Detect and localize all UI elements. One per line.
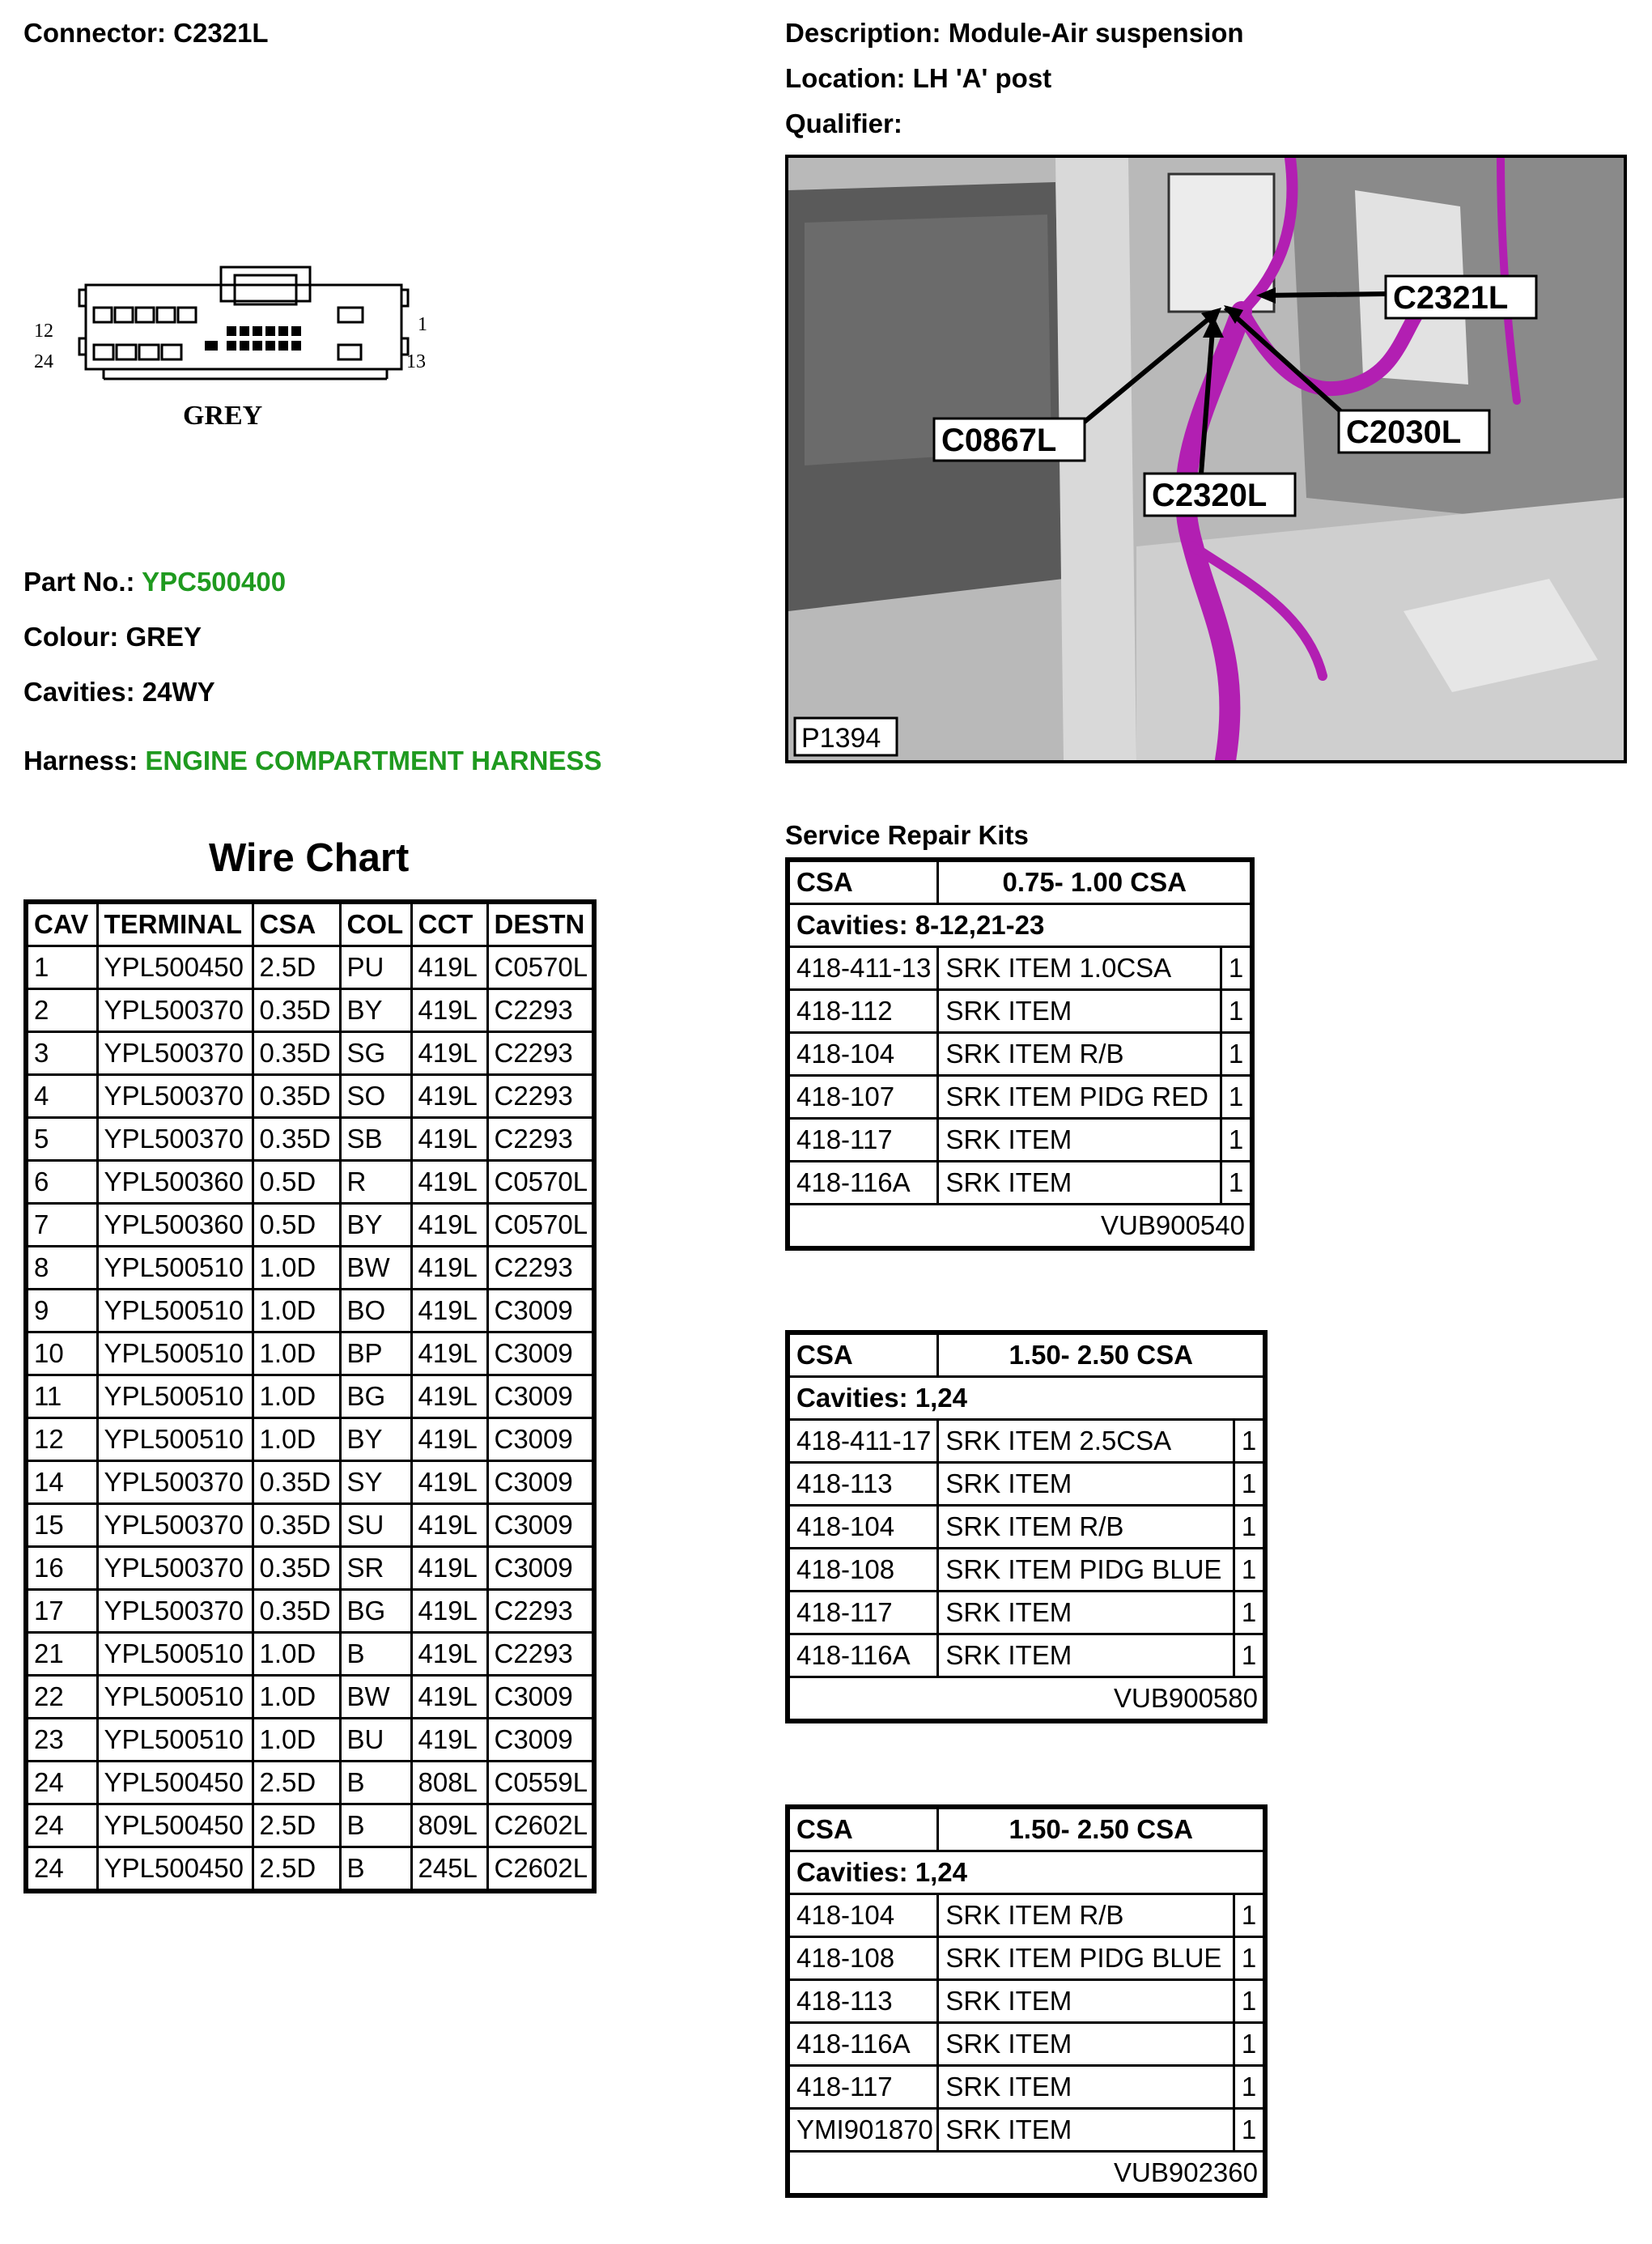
wire-row bbox=[26, 1375, 594, 1418]
wire-row bbox=[26, 1247, 594, 1290]
wire-cell-csa: 0.35D bbox=[253, 1504, 340, 1547]
wire-cell-cav: 8 bbox=[26, 1247, 97, 1290]
service-repair-kits-title: Service Repair Kits bbox=[785, 820, 1029, 850]
callout-c2030l: C2030L bbox=[1346, 414, 1462, 450]
wire-cell-cav: 5 bbox=[26, 1118, 97, 1161]
wire-cell-csa: 0.5D bbox=[253, 1161, 340, 1204]
wire-cell-col: B bbox=[340, 1847, 411, 1892]
kit-item-row bbox=[788, 1076, 1252, 1119]
callout-c2321l: C2321L bbox=[1393, 280, 1509, 316]
wire-cell-terminal: YPL500370 bbox=[97, 989, 253, 1032]
wire-row bbox=[26, 1418, 594, 1461]
kit-item-code: 418-117 bbox=[788, 2066, 938, 2109]
wire-cell-terminal: YPL500510 bbox=[97, 1676, 253, 1719]
wire-cell-col: B bbox=[340, 1804, 411, 1847]
kit-item-desc: SRK ITEM bbox=[938, 1119, 1221, 1162]
kit-item-row bbox=[788, 2023, 1265, 2066]
colour-value: GREY bbox=[125, 622, 202, 652]
wire-cell-cav: 22 bbox=[26, 1676, 97, 1719]
wire-cell-cct: 419L bbox=[411, 1418, 487, 1461]
wire-cell-col: SO bbox=[340, 1075, 411, 1118]
wire-cell-cct: 419L bbox=[411, 1719, 487, 1762]
wire-cell-csa: 0.35D bbox=[253, 1590, 340, 1633]
wire-cell-destn: C3009 bbox=[487, 1504, 594, 1547]
wire-cell-cav: 15 bbox=[26, 1504, 97, 1547]
wire-cell-col: B bbox=[340, 1633, 411, 1676]
wire-row bbox=[26, 1204, 594, 1247]
wire-cell-destn: C3009 bbox=[487, 1547, 594, 1590]
location-photo bbox=[785, 155, 1627, 763]
connector-value: C2321L bbox=[173, 18, 269, 48]
wire-cell-cav: 11 bbox=[26, 1375, 97, 1418]
wire-row bbox=[26, 1332, 594, 1375]
kit-item-desc: SRK ITEM 2.5CSA bbox=[938, 1420, 1234, 1463]
location-value: LH 'A' post bbox=[912, 63, 1052, 93]
kit-item-code: 418-113 bbox=[788, 1980, 938, 2023]
wire-cell-cav: 6 bbox=[26, 1161, 97, 1204]
wire-cell-csa: 1.0D bbox=[253, 1332, 340, 1375]
wire-cell-csa: 0.35D bbox=[253, 989, 340, 1032]
kit-item-desc: SRK ITEM 1.0CSA bbox=[938, 947, 1221, 990]
kit-item-qty: 1 bbox=[1221, 1076, 1252, 1119]
wire-cell-terminal: YPL500370 bbox=[97, 1461, 253, 1504]
wire-cell-csa: 1.0D bbox=[253, 1375, 340, 1418]
kit-item-desc: SRK ITEM R/B bbox=[938, 1033, 1221, 1076]
wire-cell-cct: 419L bbox=[411, 1633, 487, 1676]
kit-item-desc: SRK ITEM bbox=[938, 1592, 1234, 1634]
part-no-line bbox=[23, 567, 286, 597]
wire-cell-terminal: YPL500370 bbox=[97, 1032, 253, 1075]
wire-cell-csa: 0.5D bbox=[253, 1204, 340, 1247]
header-csa: CSA bbox=[253, 902, 340, 946]
kit-item-desc: SRK ITEM PIDG RED bbox=[938, 1076, 1221, 1119]
description-value: Module-Air suspension bbox=[948, 18, 1244, 48]
wire-cell-csa: 0.35D bbox=[253, 1075, 340, 1118]
wire-cell-destn: C2293 bbox=[487, 1633, 594, 1676]
wire-cell-cct: 419L bbox=[411, 1461, 487, 1504]
wire-cell-cav: 10 bbox=[26, 1332, 97, 1375]
wire-row bbox=[26, 1161, 594, 1204]
kit-item-qty: 1 bbox=[1234, 1463, 1265, 1506]
wire-cell-csa: 2.5D bbox=[253, 1804, 340, 1847]
kit-item-code: 418-113 bbox=[788, 1463, 938, 1506]
wire-cell-col: SB bbox=[340, 1118, 411, 1161]
wire-cell-cav: 24 bbox=[26, 1762, 97, 1804]
wire-cell-col: BW bbox=[340, 1247, 411, 1290]
kit-item-desc: SRK ITEM bbox=[938, 1463, 1234, 1506]
kit-item-qty: 1 bbox=[1234, 1894, 1265, 1937]
wire-cell-cct: 419L bbox=[411, 1032, 487, 1075]
description-label: Description: bbox=[785, 18, 941, 48]
kit-csa-label: CSA bbox=[788, 1807, 938, 1851]
wire-cell-cav: 16 bbox=[26, 1547, 97, 1590]
pin-12-label: 12 bbox=[34, 321, 53, 342]
kit-item-qty: 1 bbox=[1221, 990, 1252, 1033]
wire-cell-terminal: YPL500360 bbox=[97, 1204, 253, 1247]
wire-cell-destn: C2293 bbox=[487, 1247, 594, 1290]
wire-cell-col: BY bbox=[340, 1204, 411, 1247]
repair-kit-3 bbox=[785, 1804, 1268, 2198]
kit-item-row bbox=[788, 1894, 1265, 1937]
wire-cell-destn: C3009 bbox=[487, 1461, 594, 1504]
wire-cell-destn: C2602L bbox=[487, 1847, 594, 1892]
wire-cell-terminal: YPL500510 bbox=[97, 1633, 253, 1676]
wire-cell-cct: 419L bbox=[411, 1547, 487, 1590]
wire-chart-table bbox=[23, 899, 597, 1893]
wire-cell-csa: 2.5D bbox=[253, 1847, 340, 1892]
harness-value: ENGINE COMPARTMENT HARNESS bbox=[145, 746, 602, 776]
wire-row bbox=[26, 1847, 594, 1892]
wire-cell-cav: 24 bbox=[26, 1847, 97, 1892]
wire-cell-cct: 419L bbox=[411, 1290, 487, 1332]
kit-item-code: 418-411-17 bbox=[788, 1420, 938, 1463]
wire-cell-destn: C3009 bbox=[487, 1676, 594, 1719]
kit-item-code: 418-104 bbox=[788, 1894, 938, 1937]
kit-item-desc: SRK ITEM bbox=[938, 1162, 1221, 1205]
wire-cell-cct: 809L bbox=[411, 1804, 487, 1847]
qualifier-line bbox=[785, 108, 902, 139]
wire-cell-terminal: YPL500510 bbox=[97, 1418, 253, 1461]
photo-tag: P1394 bbox=[801, 723, 881, 754]
wire-cell-cct: 419L bbox=[411, 1118, 487, 1161]
kit-item-qty: 1 bbox=[1234, 2023, 1265, 2066]
wire-cell-destn: C3009 bbox=[487, 1332, 594, 1375]
kit-item-row bbox=[788, 1420, 1265, 1463]
kit-part-number: VUB902360 bbox=[788, 2152, 1265, 2196]
connector-line bbox=[23, 18, 269, 49]
wire-cell-terminal: YPL500510 bbox=[97, 1247, 253, 1290]
kit-item-desc: SRK ITEM bbox=[938, 2066, 1234, 2109]
kit-item-row bbox=[788, 947, 1252, 990]
wire-cell-destn: C2293 bbox=[487, 989, 594, 1032]
kit-item-qty: 1 bbox=[1221, 1033, 1252, 1076]
wire-cell-cct: 419L bbox=[411, 1375, 487, 1418]
wire-cell-cav: 2 bbox=[26, 989, 97, 1032]
wire-cell-csa: 1.0D bbox=[253, 1633, 340, 1676]
wire-chart-title: Wire Chart bbox=[209, 836, 410, 880]
kit-part-number: VUB900540 bbox=[788, 1205, 1252, 1249]
wire-cell-col: BU bbox=[340, 1719, 411, 1762]
wire-row bbox=[26, 1633, 594, 1676]
kit-item-desc: SRK ITEM bbox=[938, 2109, 1234, 2152]
wire-row bbox=[26, 1547, 594, 1590]
wire-cell-csa: 2.5D bbox=[253, 1762, 340, 1804]
wire-cell-col: BG bbox=[340, 1590, 411, 1633]
wire-row bbox=[26, 1118, 594, 1161]
wire-cell-cct: 419L bbox=[411, 1204, 487, 1247]
wire-cell-csa: 1.0D bbox=[253, 1247, 340, 1290]
wire-cell-csa: 0.35D bbox=[253, 1118, 340, 1161]
wire-row bbox=[26, 1504, 594, 1547]
wire-cell-col: SU bbox=[340, 1504, 411, 1547]
kit-item-qty: 1 bbox=[1221, 947, 1252, 990]
wire-cell-cav: 7 bbox=[26, 1204, 97, 1247]
wire-cell-col: SG bbox=[340, 1032, 411, 1075]
wire-cell-cct: 419L bbox=[411, 1247, 487, 1290]
kit-item-qty: 1 bbox=[1234, 1634, 1265, 1677]
header-cct: CCT bbox=[411, 902, 487, 946]
harness-line bbox=[23, 746, 601, 776]
wire-row bbox=[26, 989, 594, 1032]
wire-cell-terminal: YPL500510 bbox=[97, 1332, 253, 1375]
kit-cavities: Cavities: 1,24 bbox=[788, 1377, 1265, 1420]
wire-row bbox=[26, 1676, 594, 1719]
wire-cell-terminal: YPL500450 bbox=[97, 1804, 253, 1847]
wire-cell-col: BP bbox=[340, 1332, 411, 1375]
kit-item-row bbox=[788, 1634, 1265, 1677]
location-photo-art bbox=[788, 158, 1624, 760]
wire-cell-terminal: YPL500510 bbox=[97, 1290, 253, 1332]
wire-cell-terminal: YPL500370 bbox=[97, 1504, 253, 1547]
colour-label: Colour: bbox=[23, 622, 119, 652]
wire-cell-terminal: YPL500370 bbox=[97, 1590, 253, 1633]
wire-cell-col: BG bbox=[340, 1375, 411, 1418]
cavities-line bbox=[23, 677, 215, 708]
wire-cell-destn: C2293 bbox=[487, 1032, 594, 1075]
kit-item-row bbox=[788, 990, 1252, 1033]
wire-cell-cav: 23 bbox=[26, 1719, 97, 1762]
header-col: COL bbox=[340, 902, 411, 946]
kit-item-desc: SRK ITEM PIDG BLUE bbox=[938, 1937, 1234, 1980]
kit-csa-label: CSA bbox=[788, 1332, 938, 1377]
kit-cavities: Cavities: 8-12,21-23 bbox=[788, 904, 1252, 947]
kit-item-qty: 1 bbox=[1234, 2066, 1265, 2109]
wire-cell-cct: 245L bbox=[411, 1847, 487, 1892]
wire-row bbox=[26, 1719, 594, 1762]
wire-cell-cct: 419L bbox=[411, 1161, 487, 1204]
wire-cell-cct: 808L bbox=[411, 1762, 487, 1804]
header-cav: CAV bbox=[26, 902, 97, 946]
header-destn: DESTN bbox=[487, 902, 594, 946]
wire-row bbox=[26, 1461, 594, 1504]
kit-item-row bbox=[788, 2066, 1265, 2109]
wire-cell-cav: 21 bbox=[26, 1633, 97, 1676]
wire-chart-body bbox=[26, 946, 594, 1892]
kit-item-code: 418-117 bbox=[788, 1119, 938, 1162]
wire-cell-csa: 1.0D bbox=[253, 1676, 340, 1719]
wire-cell-col: BO bbox=[340, 1290, 411, 1332]
kit-item-desc: SRK ITEM bbox=[938, 990, 1221, 1033]
wire-cell-cav: 4 bbox=[26, 1075, 97, 1118]
kit-item-row bbox=[788, 1119, 1252, 1162]
kit-item-qty: 1 bbox=[1234, 1980, 1265, 2023]
kit-item-row bbox=[788, 1980, 1265, 2023]
wire-row bbox=[26, 946, 594, 989]
kit-item-qty: 1 bbox=[1234, 1506, 1265, 1549]
wire-cell-col: BY bbox=[340, 1418, 411, 1461]
connector-face-diagram bbox=[31, 257, 435, 436]
kit-item-row bbox=[788, 1937, 1265, 1980]
wire-row bbox=[26, 1804, 594, 1847]
wire-cell-col: B bbox=[340, 1762, 411, 1804]
kit-item-desc: SRK ITEM R/B bbox=[938, 1894, 1234, 1937]
wire-cell-cav: 14 bbox=[26, 1461, 97, 1504]
kit-item-row bbox=[788, 1592, 1265, 1634]
kit-item-qty: 1 bbox=[1234, 1549, 1265, 1592]
kit-item-qty: 1 bbox=[1221, 1162, 1252, 1205]
wire-row bbox=[26, 1590, 594, 1633]
kit-item-row bbox=[788, 1162, 1252, 1205]
wire-cell-csa: 2.5D bbox=[253, 946, 340, 989]
wire-chart-header bbox=[26, 902, 594, 946]
wire-cell-cct: 419L bbox=[411, 1332, 487, 1375]
kit-item-code: 418-107 bbox=[788, 1076, 938, 1119]
wire-cell-terminal: YPL500450 bbox=[97, 1847, 253, 1892]
wire-cell-destn: C0570L bbox=[487, 946, 594, 989]
wire-cell-csa: 1.0D bbox=[253, 1719, 340, 1762]
colour-line bbox=[23, 622, 202, 652]
kit-item-code: 418-104 bbox=[788, 1033, 938, 1076]
repair-kit-2 bbox=[785, 1330, 1268, 1723]
wire-cell-terminal: YPL500510 bbox=[97, 1375, 253, 1418]
kit-item-desc: SRK ITEM bbox=[938, 1980, 1234, 2023]
kit-item-qty: 1 bbox=[1234, 1937, 1265, 1980]
wire-cell-cct: 419L bbox=[411, 989, 487, 1032]
wire-row bbox=[26, 1032, 594, 1075]
wire-cell-col: SR bbox=[340, 1547, 411, 1590]
wire-cell-col: BW bbox=[340, 1676, 411, 1719]
wire-row bbox=[26, 1762, 594, 1804]
harness-label: Harness: bbox=[23, 746, 138, 776]
wire-cell-terminal: YPL500370 bbox=[97, 1118, 253, 1161]
kit-cavities: Cavities: 1,24 bbox=[788, 1851, 1265, 1894]
wire-cell-terminal: YPL500360 bbox=[97, 1161, 253, 1204]
kit-item-code: 418-116A bbox=[788, 2023, 938, 2066]
wire-cell-terminal: YPL500510 bbox=[97, 1719, 253, 1762]
wire-cell-cav: 17 bbox=[26, 1590, 97, 1633]
kit-item-row bbox=[788, 2109, 1265, 2152]
wire-cell-cct: 419L bbox=[411, 1590, 487, 1633]
wire-cell-csa: 1.0D bbox=[253, 1290, 340, 1332]
cavities-label: Cavities: bbox=[23, 677, 135, 707]
kit-item-row bbox=[788, 1033, 1252, 1076]
wire-cell-destn: C2293 bbox=[487, 1075, 594, 1118]
callout-c0867l: C0867L bbox=[941, 423, 1057, 458]
wire-cell-cct: 419L bbox=[411, 1075, 487, 1118]
wire-cell-destn: C2602L bbox=[487, 1804, 594, 1847]
wire-cell-cav: 12 bbox=[26, 1418, 97, 1461]
kit-item-row bbox=[788, 1463, 1265, 1506]
callout-c2320l: C2320L bbox=[1152, 478, 1268, 513]
wire-cell-cav: 24 bbox=[26, 1804, 97, 1847]
part-no-label: Part No.: bbox=[23, 567, 135, 597]
kit-item-code: 418-108 bbox=[788, 1549, 938, 1592]
pin-24-label: 24 bbox=[34, 351, 53, 372]
kit-item-desc: SRK ITEM R/B bbox=[938, 1506, 1234, 1549]
connector-label: Connector: bbox=[23, 18, 166, 48]
wire-cell-cav: 1 bbox=[26, 946, 97, 989]
wire-cell-terminal: YPL500370 bbox=[97, 1075, 253, 1118]
wire-cell-cct: 419L bbox=[411, 1504, 487, 1547]
kit-item-code: 418-112 bbox=[788, 990, 938, 1033]
kit-item-qty: 1 bbox=[1234, 1420, 1265, 1463]
repair-kit-1 bbox=[785, 857, 1255, 1251]
wire-cell-terminal: YPL500450 bbox=[97, 946, 253, 989]
kit-item-desc: SRK ITEM PIDG BLUE bbox=[938, 1549, 1234, 1592]
location-line bbox=[785, 63, 1051, 94]
wire-cell-destn: C3009 bbox=[487, 1719, 594, 1762]
pin-1-label: 1 bbox=[418, 314, 427, 335]
kit-part-number: VUB900580 bbox=[788, 1677, 1265, 1722]
wire-cell-cct: 419L bbox=[411, 946, 487, 989]
kit-item-code: 418-411-13 bbox=[788, 947, 938, 990]
wire-cell-destn: C0559L bbox=[487, 1762, 594, 1804]
wire-cell-terminal: YPL500450 bbox=[97, 1762, 253, 1804]
wire-cell-cav: 3 bbox=[26, 1032, 97, 1075]
kit-csa-range: 1.50- 2.50 CSA bbox=[938, 1332, 1265, 1377]
kit-item-qty: 1 bbox=[1221, 1119, 1252, 1162]
kit-item-code: 418-104 bbox=[788, 1506, 938, 1549]
kit-item-code: 418-117 bbox=[788, 1592, 938, 1634]
wire-cell-col: SY bbox=[340, 1461, 411, 1504]
kit-item-row bbox=[788, 1549, 1265, 1592]
wire-cell-destn: C3009 bbox=[487, 1375, 594, 1418]
wire-cell-csa: 0.35D bbox=[253, 1547, 340, 1590]
wire-row bbox=[26, 1075, 594, 1118]
wire-cell-csa: 1.0D bbox=[253, 1418, 340, 1461]
kit-item-code: 418-116A bbox=[788, 1162, 938, 1205]
wire-cell-destn: C3009 bbox=[487, 1290, 594, 1332]
kit-item-qty: 1 bbox=[1234, 2109, 1265, 2152]
kit-item-code: 418-108 bbox=[788, 1937, 938, 1980]
kit-item-code: YMI901870 bbox=[788, 2109, 938, 2152]
location-label: Location: bbox=[785, 63, 906, 93]
wire-row bbox=[26, 1290, 594, 1332]
kit-csa-label: CSA bbox=[788, 860, 938, 904]
wire-cell-terminal: YPL500370 bbox=[97, 1547, 253, 1590]
wire-cell-col: BY bbox=[340, 989, 411, 1032]
wire-cell-cct: 419L bbox=[411, 1676, 487, 1719]
wire-cell-destn: C2293 bbox=[487, 1118, 594, 1161]
wire-cell-csa: 0.35D bbox=[253, 1461, 340, 1504]
cavities-value: 24WY bbox=[142, 677, 215, 707]
wire-cell-destn: C0570L bbox=[487, 1204, 594, 1247]
wire-cell-destn: C0570L bbox=[487, 1161, 594, 1204]
kit-item-code: 418-116A bbox=[788, 1634, 938, 1677]
kit-item-row bbox=[788, 1506, 1265, 1549]
kit-csa-range: 1.50- 2.50 CSA bbox=[938, 1807, 1265, 1851]
wire-cell-destn: C2293 bbox=[487, 1590, 594, 1633]
qualifier-label: Qualifier: bbox=[785, 108, 902, 138]
wire-cell-col: R bbox=[340, 1161, 411, 1204]
wire-cell-destn: C3009 bbox=[487, 1418, 594, 1461]
wire-cell-col: PU bbox=[340, 946, 411, 989]
diagram-colour-label: GREY bbox=[183, 401, 263, 431]
kit-item-desc: SRK ITEM bbox=[938, 1634, 1234, 1677]
kit-csa-range: 0.75- 1.00 CSA bbox=[938, 860, 1252, 904]
kit-item-desc: SRK ITEM bbox=[938, 2023, 1234, 2066]
pin-13-label: 13 bbox=[406, 351, 426, 372]
part-no-value: YPC500400 bbox=[142, 567, 287, 597]
wire-cell-csa: 0.35D bbox=[253, 1032, 340, 1075]
kit-item-qty: 1 bbox=[1234, 1592, 1265, 1634]
description-line bbox=[785, 18, 1244, 49]
header-terminal: TERMINAL bbox=[97, 902, 253, 946]
wire-cell-cav: 9 bbox=[26, 1290, 97, 1332]
